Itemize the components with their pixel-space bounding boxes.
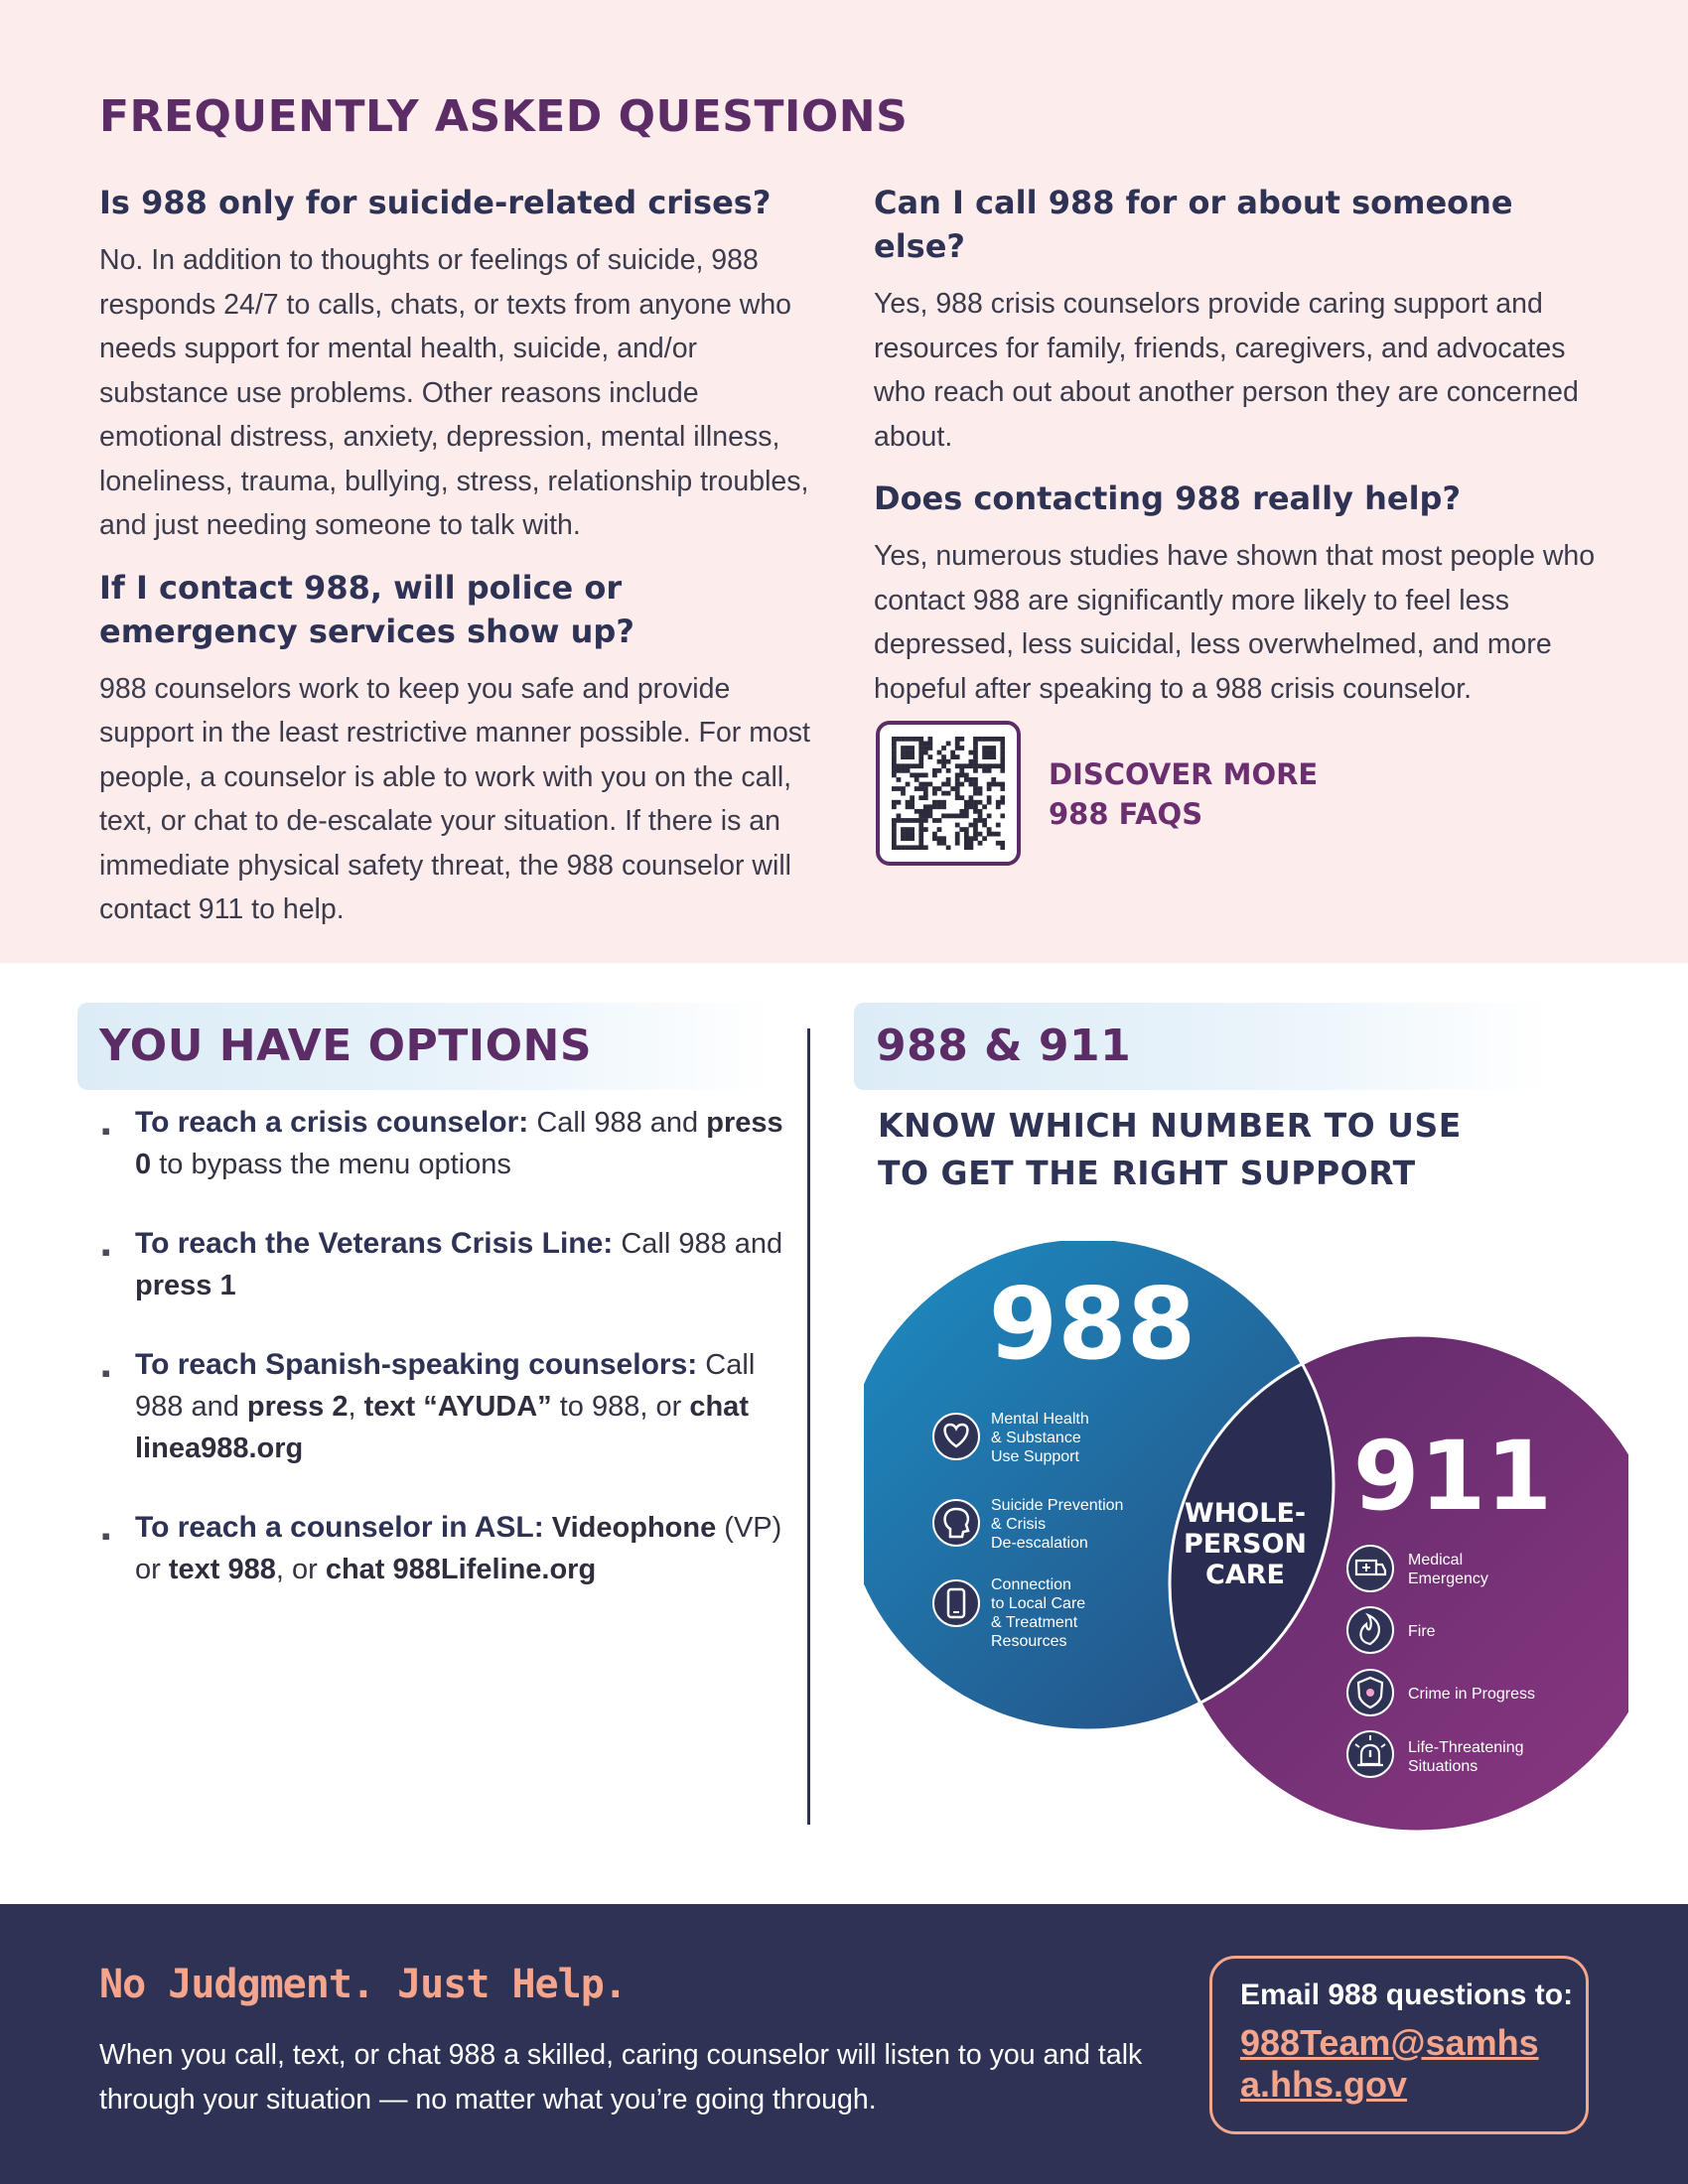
bullet-icon: ▪ — [101, 1521, 111, 1551]
email-link[interactable]: 988Team@samhsa.hhs.gov — [1240, 2022, 1539, 2105]
options-header — [77, 1003, 773, 1090]
venn-label-line: Medical — [1408, 1552, 1464, 1569]
compare-subtitle-line-1: KNOW WHICH NUMBER TO USE — [878, 1106, 1462, 1145]
faq-answer: 988 counselors work to keep you safe and provide support in the least restrictive manner possible. For most people, a counselor is able to work with you on the call, text, or chat to de-escalate your situation. If there is an immediate physical safety threat, the 988 counselor will contact 911 to help. — [99, 672, 810, 925]
email-label: Email 988 questions to: — [1240, 1979, 1574, 2011]
option-text: Videophone — [543, 1512, 717, 1544]
option-lead: To reach a counselor in ASL: — [135, 1511, 544, 1544]
center-line-3: CARE — [1205, 1560, 1285, 1590]
option-text: Call 988 and — [135, 1349, 756, 1423]
compare-header — [854, 1003, 1549, 1090]
faq-answer: No. In addition to thoughts or feelings of suicide, 988 responds 24/7 to calls, chats, or texts from anyone who needs support for mental health, suicide, and/or substance use problems. Other reasons include emotional distress, anxiety, depression, mental illness, loneliness, trauma, bullying, stress, relationship troubles, and just needing someone to talk with. — [99, 244, 809, 541]
ambulance-icon — [1347, 1546, 1393, 1591]
siren-icon — [1347, 1731, 1393, 1777]
option-text: , — [348, 1391, 364, 1423]
option-text: (VP) or — [135, 1512, 782, 1585]
slogan: No Judgment. Just Help. — [99, 1962, 627, 2007]
qr-code[interactable] — [876, 721, 1021, 866]
venn-label-line: Life-Threatening — [1408, 1739, 1524, 1756]
option-text: , or — [275, 1554, 326, 1585]
option-text: press 2 — [246, 1391, 349, 1423]
option-item — [99, 1102, 794, 1185]
faq-column-left — [99, 181, 824, 950]
venn-label-line: De-escalation — [991, 1535, 1088, 1552]
faq-question: If I contact 988, will police or emergency services show up? — [99, 568, 634, 650]
email-box — [1209, 1956, 1589, 2134]
option-lead: To reach the Veterans Crisis Line: — [135, 1227, 614, 1260]
options-title: YOU HAVE OPTIONS — [99, 1021, 593, 1071]
faq-question: Can I call 988 for or about someone else? — [874, 184, 1513, 265]
venn-label-line: & Crisis — [991, 1516, 1047, 1533]
footer — [0, 1904, 1688, 2184]
option-text: press 0 — [135, 1107, 783, 1180]
police-badge-icon — [1347, 1670, 1393, 1715]
faq-section — [0, 0, 1688, 963]
option-text: press 1 — [135, 1270, 236, 1301]
option-text: chat 988Lifeline.org — [325, 1554, 597, 1585]
option-item — [99, 1507, 794, 1590]
faq-answer: Yes, 988 crisis counselors provide caring support and resources for family, friends, caregivers, and advocates who reach out about another person they are concerned about. — [874, 288, 1579, 453]
footer-text: When you call, text, or chat 988 a skilled, caring counselor will listen to you and talk through your situation — no matter what you’re going through. — [99, 2039, 1143, 2116]
compare-subtitle — [878, 1102, 1462, 1197]
center-line-1: WHOLE- — [1184, 1498, 1307, 1529]
head-icon — [933, 1500, 979, 1546]
option-lead: To reach Spanish-speaking counselors: — [135, 1348, 698, 1381]
venn-label-line: & Treatment — [991, 1614, 1078, 1631]
option-text: to 988, or — [551, 1391, 690, 1423]
bullet-icon: ▪ — [101, 1237, 111, 1267]
venn-label-line: Situations — [1408, 1758, 1478, 1775]
venn-label-line: to Local Care — [991, 1595, 1086, 1612]
discover-line-2: 988 FAQS — [1049, 797, 1203, 831]
compare-subtitle-line-2: TO GET THE RIGHT SUPPORT — [878, 1154, 1416, 1192]
faq-question: Is 988 only for suicide-related crises? — [99, 184, 772, 221]
discover-more-link[interactable] — [1049, 754, 1318, 834]
option-text: to bypass the menu options — [151, 1149, 511, 1180]
faq-question: Does contacting 988 really help? — [874, 479, 1461, 517]
option-lead: To reach a crisis counselor: — [135, 1106, 529, 1139]
venn-label-line: Suicide Prevention — [991, 1497, 1124, 1514]
venn-label-line: Connection — [991, 1576, 1071, 1593]
center-line-2: PERSON — [1183, 1529, 1308, 1560]
venn-label-line: Resources — [991, 1633, 1067, 1650]
phone-icon — [933, 1580, 979, 1626]
compare-title: 988 & 911 — [876, 1021, 1132, 1071]
bullet-icon: ▪ — [101, 1116, 111, 1146]
faq-answer: Yes, numerous studies have shown that most people who contact 988 are significantly more likely to feel less depressed, less suicidal, less overwhelmed, and more hopeful after speaking to a 988 crisis counselor. — [874, 540, 1596, 705]
venn-label-line: Crime in Progress — [1408, 1686, 1536, 1703]
discover-line-1: DISCOVER MORE — [1049, 757, 1319, 791]
number-911: 911 — [1352, 1421, 1553, 1532]
faq-column-right — [874, 181, 1599, 729]
options-list — [99, 1102, 794, 1628]
venn-label-line: Emergency — [1408, 1570, 1488, 1587]
venn-label-line: Mental Health — [991, 1411, 1089, 1428]
option-item — [99, 1344, 794, 1469]
option-text: Call 988 and — [613, 1228, 783, 1260]
bullet-icon: ▪ — [101, 1358, 111, 1388]
venn-label-line: Fire — [1408, 1623, 1436, 1640]
venn-label-line: & Substance — [991, 1430, 1081, 1446]
venn-label-line: Use Support — [991, 1448, 1079, 1465]
number-988: 988 — [988, 1266, 1196, 1382]
flame-icon — [1347, 1607, 1393, 1653]
faq-title: FREQUENTLY ASKED QUESTIONS — [99, 91, 909, 142]
option-text: Call 988 and — [528, 1107, 707, 1139]
venn-diagram — [864, 1241, 1628, 1837]
option-text: chat linea988.org — [135, 1391, 749, 1464]
heart-icon — [933, 1414, 979, 1459]
section-divider — [807, 1028, 810, 1825]
option-item — [99, 1223, 794, 1306]
option-text: text 988 — [168, 1554, 276, 1585]
qr-code-icon — [892, 737, 1005, 850]
option-text: text “AYUDA” — [363, 1391, 552, 1423]
